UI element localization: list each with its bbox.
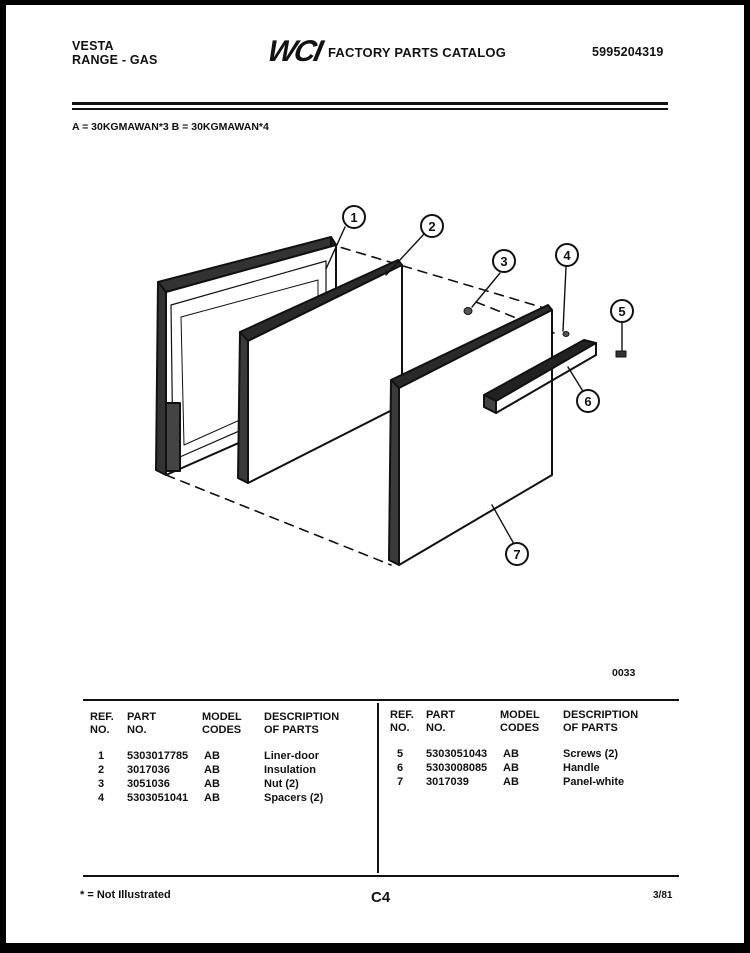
row-part: 5303051043	[426, 748, 488, 760]
catalog-page	[6, 5, 744, 943]
header-model-line1: MODEL	[500, 709, 540, 721]
callout-2: 2	[428, 219, 436, 234]
row-part: 5303017785	[127, 750, 189, 762]
header-ref-line1: REF.	[90, 711, 114, 723]
row-ref: 4	[98, 792, 105, 804]
footnote: * = Not Illustrated	[80, 889, 171, 901]
header-part-right	[426, 709, 455, 735]
nut-hardware	[464, 308, 472, 315]
header-model-line1: MODEL	[202, 711, 242, 723]
header-part-left	[127, 711, 156, 737]
header-desc-left	[264, 711, 339, 737]
header-ref-right	[390, 709, 414, 735]
row-codes: AB	[503, 762, 519, 774]
header-model-right	[500, 709, 540, 735]
page-number: C4	[371, 889, 391, 906]
wci-logo: WCI	[264, 35, 324, 68]
row-desc: Spacers (2)	[264, 792, 324, 804]
header-part-line1: PART	[127, 711, 157, 723]
callout-3: 3	[500, 254, 508, 269]
spacer-hardware	[563, 332, 569, 337]
row-desc: Insulation	[264, 764, 316, 776]
revision-date: 3/81	[653, 890, 673, 901]
header-desc-line2: OF PARTS	[264, 724, 319, 736]
callout-5: 5	[618, 304, 626, 319]
row-part: 3051036	[127, 778, 170, 790]
header-model-left	[202, 711, 242, 737]
row-part: 5303051041	[127, 792, 189, 804]
row-desc: Panel-white	[563, 776, 625, 788]
row-desc: Screws (2)	[563, 748, 619, 760]
part-panel	[389, 305, 552, 565]
table-bottom-rule	[83, 875, 679, 877]
callout-7: 7	[513, 547, 521, 562]
header-ref-left	[90, 711, 114, 737]
exploded-door-diagram	[6, 5, 744, 695]
row-codes: AB	[204, 792, 220, 804]
header-desc-line1: DESCRIPTION	[563, 709, 639, 721]
model-key: A = 30KGMAWAN*3 B = 30KGMAWAN*4	[72, 121, 269, 133]
diagram-code: 0033	[612, 667, 636, 679]
row-desc: Handle	[563, 762, 600, 774]
row-part: 3017036	[127, 764, 170, 776]
row-ref: 5	[397, 748, 404, 760]
brand-label: VESTA	[72, 39, 114, 53]
callout-1: 1	[350, 210, 358, 225]
callout-4: 4	[563, 248, 571, 263]
header-ref-line2: NO.	[90, 724, 110, 736]
header-part-line2: NO.	[426, 722, 446, 734]
row-codes: AB	[503, 776, 519, 788]
product-label: RANGE - GAS	[72, 53, 158, 67]
row-ref: 2	[98, 764, 105, 776]
catalog-number: 5995204319	[592, 45, 664, 59]
row-codes: AB	[503, 748, 519, 760]
header-ref-line2: NO.	[390, 722, 410, 734]
header-part-line1: PART	[426, 709, 456, 721]
row-desc: Liner-door	[264, 750, 319, 762]
header-desc-line1: DESCRIPTION	[264, 711, 340, 723]
row-ref: 1	[98, 750, 105, 762]
callout-6: 6	[584, 394, 592, 409]
header-part-line2: NO.	[127, 724, 147, 736]
row-codes: AB	[204, 778, 220, 790]
row-desc: Nut (2)	[264, 778, 299, 790]
table-top-rule	[83, 699, 679, 701]
row-ref: 3	[98, 778, 105, 790]
header-model-line2: CODES	[202, 724, 242, 736]
row-ref: 7	[397, 776, 404, 788]
row-ref: 6	[397, 762, 404, 774]
row-codes: AB	[204, 750, 220, 762]
table-column-divider	[377, 703, 379, 873]
header-desc-right	[563, 709, 638, 735]
row-part: 5303008085	[426, 762, 488, 774]
row-part: 3017039	[426, 776, 469, 788]
header-model-line2: CODES	[500, 722, 540, 734]
row-codes: AB	[204, 764, 220, 776]
catalog-title: FACTORY PARTS CATALOG	[328, 45, 507, 60]
header-ref-line1: REF.	[390, 709, 414, 721]
header-desc-line2: OF PARTS	[563, 722, 618, 734]
screw-hardware	[616, 351, 626, 357]
